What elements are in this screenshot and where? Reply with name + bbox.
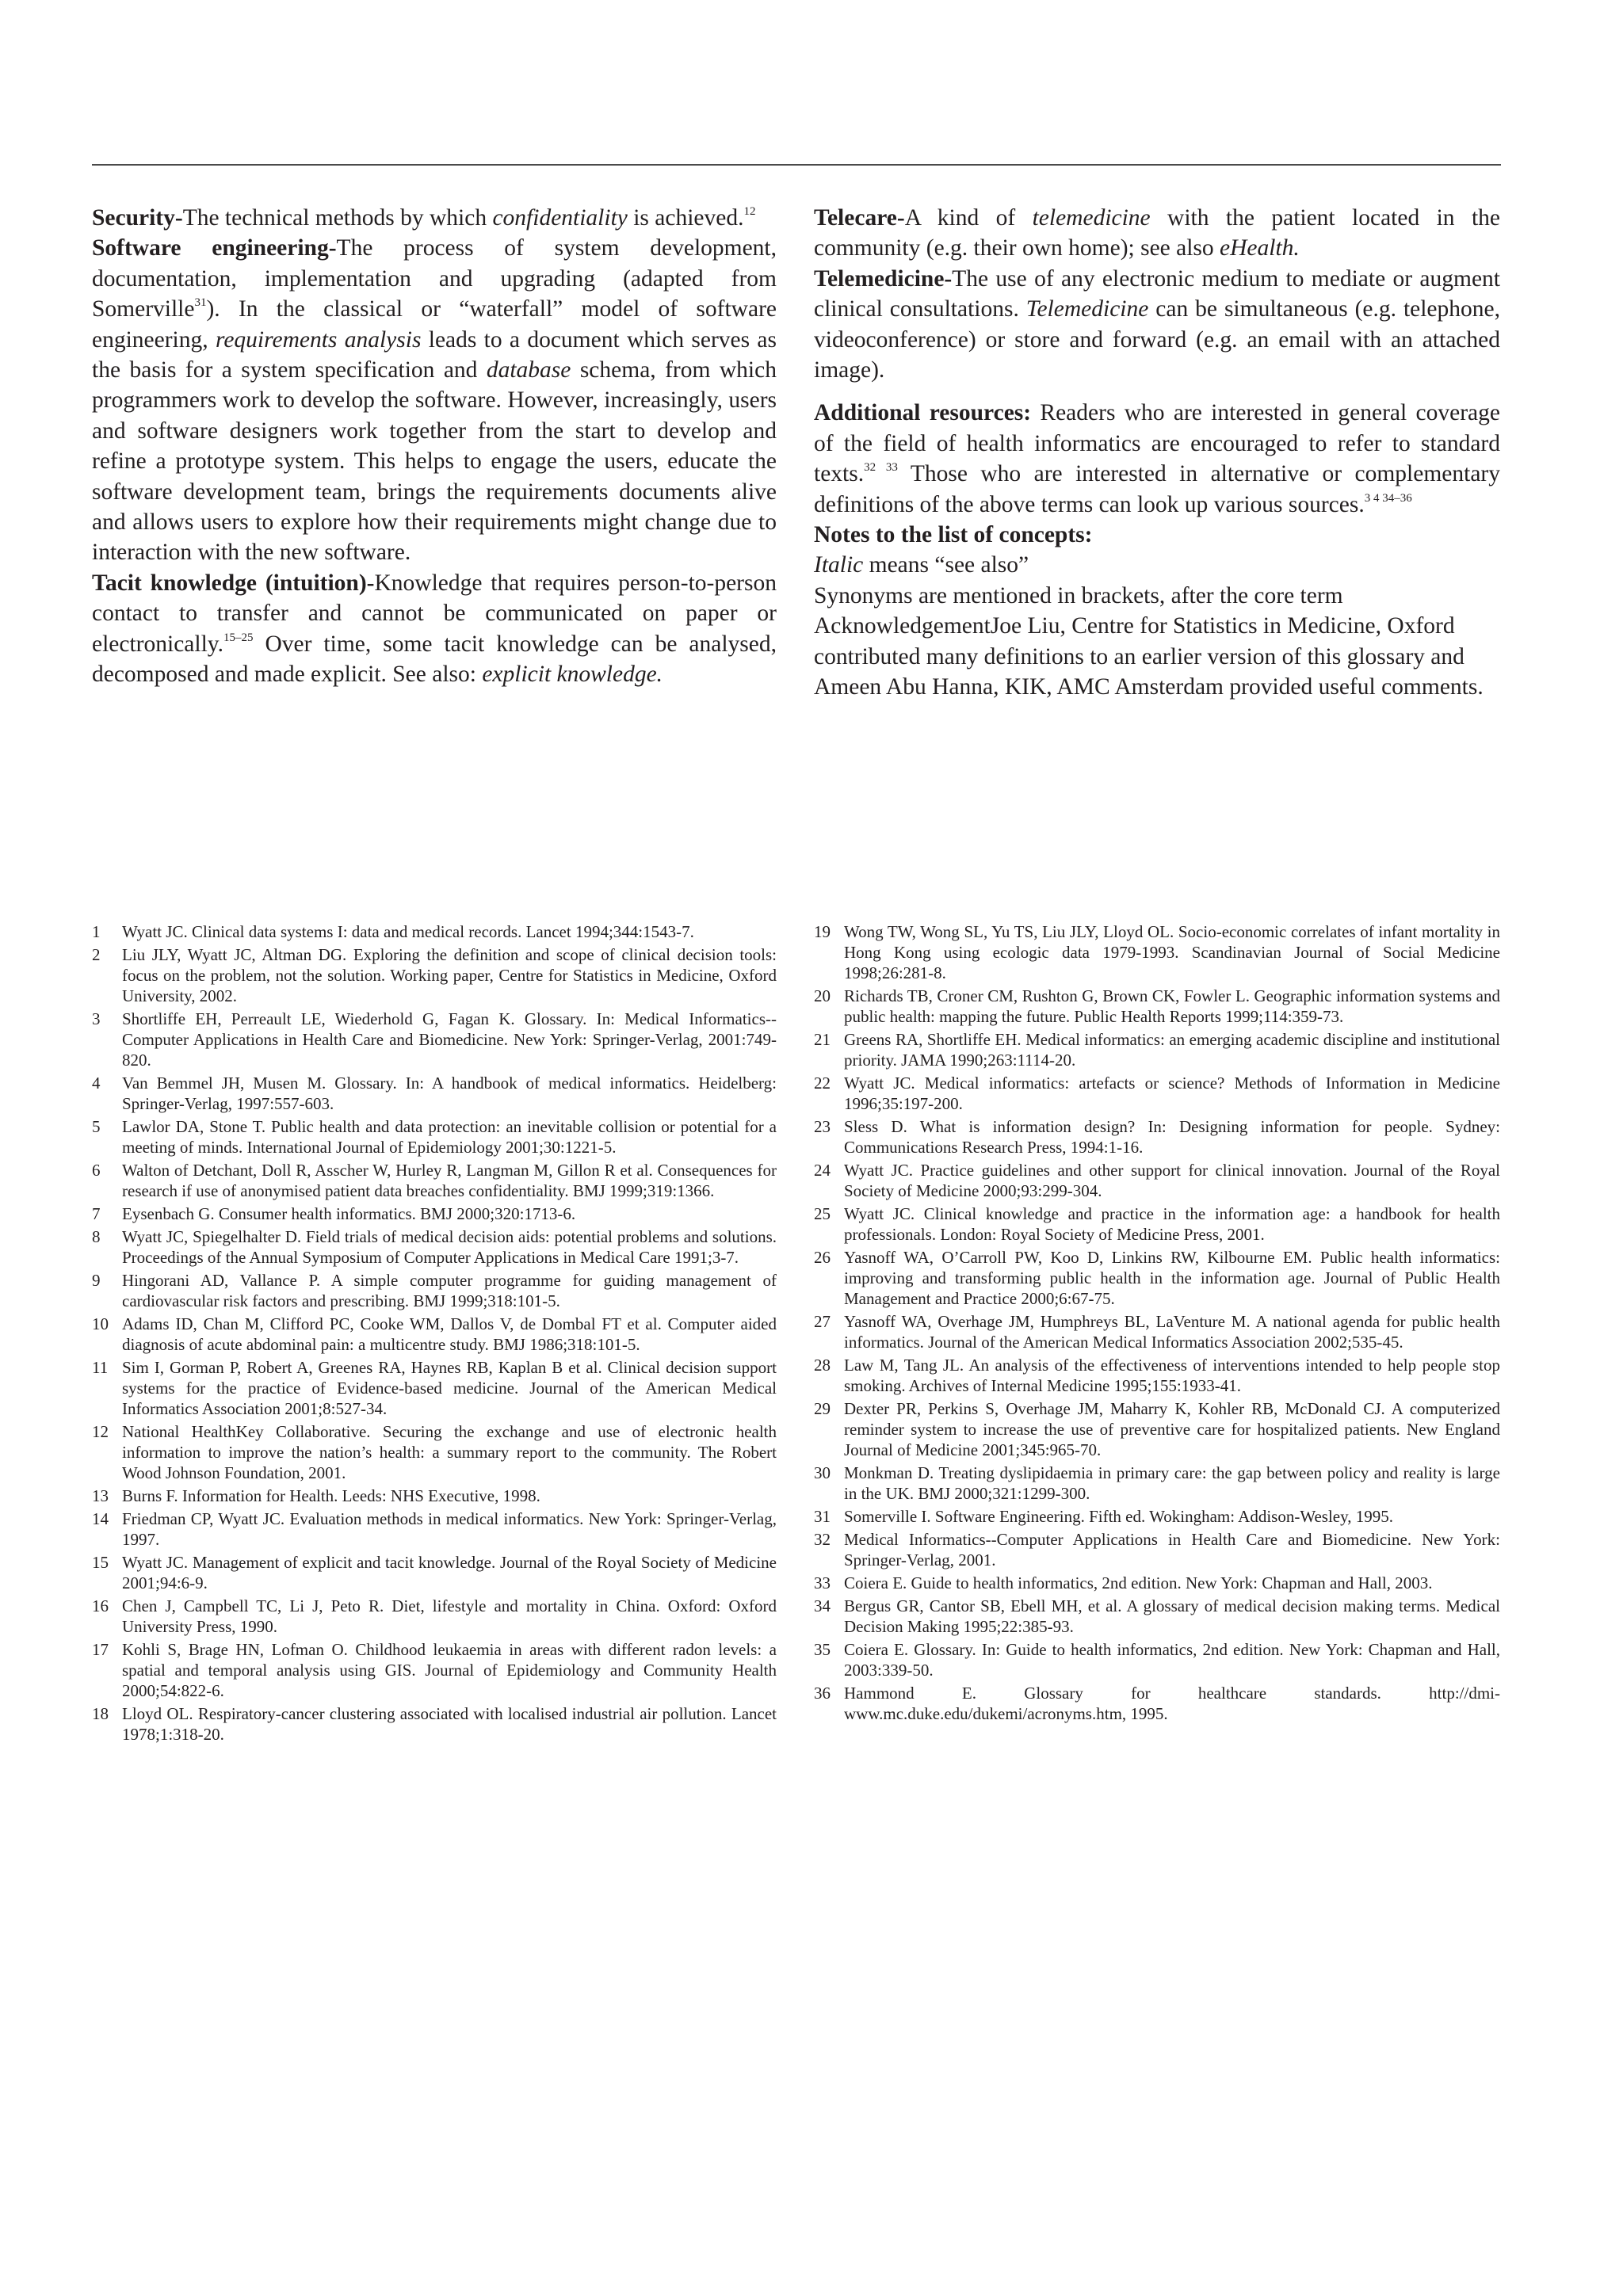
entry-text: The process of system development, documentation, implementation and upgrading (adapted from Somerville [92, 235, 777, 322]
reference-item [814, 1160, 1500, 1201]
reference-number: 10 [92, 1314, 109, 1333]
reference-text: Eysenbach G. Consumer health informatics. BMJ 2000;320:1713-6. [122, 1204, 576, 1223]
reference-item [92, 1203, 777, 1224]
reference-number: 21 [814, 1030, 831, 1049]
reference-number: 19 [814, 922, 831, 941]
reference-text: Burns F. Information for Health. Leeds: NHS Executive, 1998. [122, 1486, 540, 1505]
term-software-engineering: Software engineering- [92, 235, 337, 261]
entry-text: leads to a document which serves as the basis for a system specification and [92, 326, 777, 383]
reference-number: 35 [814, 1640, 831, 1659]
reference-number: 20 [814, 986, 831, 1005]
reference-item [92, 1486, 777, 1506]
reference-item [814, 1311, 1500, 1352]
entry-software-engineering [92, 233, 777, 567]
reference-text: Hammond E. Glossary for healthcare standards. http://dmi-www.mc.duke.edu/dukemi/acronyms.htm, 1995. [844, 1684, 1500, 1723]
entry-text: Readers who are interested in general coverage of the field of health informatics are encouraged to refer to standard texts. [814, 400, 1500, 487]
reference-item [814, 1639, 1500, 1680]
reference-number: 14 [92, 1509, 109, 1528]
notes-line-synonyms: Synonyms are mentioned in brackets, after the core term [814, 582, 1343, 608]
glossary-left-column [92, 203, 777, 690]
reference-text: Wyatt JC, Spiegelhalter D. Field trials of medical decision aids: potential problems and solutions. Proceedings of the Annual Symposium of Computer Applications in Medical Care 1991;3-7. [122, 1227, 777, 1267]
notes-italic-word: Italic [814, 552, 864, 578]
reference-number: 22 [814, 1074, 831, 1093]
additional-resources [814, 398, 1500, 520]
reference-number: 15 [92, 1553, 109, 1572]
reference-number: 25 [814, 1204, 831, 1223]
reference-number: 31 [814, 1507, 831, 1526]
references-left-column [92, 921, 777, 1747]
spacer [814, 385, 1500, 398]
entry-text: with the patient located in the community (e.g. their own home); see also [814, 205, 1500, 261]
reference-number: 7 [92, 1204, 101, 1223]
reference-text: Wyatt JC. Clinical data systems I: data and medical records. Lancet 1994;344:1543-7. [122, 922, 694, 941]
entry-text: The use of any electronic medium to mediate or augment clinical consultations. [814, 265, 1500, 322]
reference-item [92, 1357, 777, 1419]
reference-text: Dexter PR, Perkins S, Overhage JM, Maharry K, Kohler RB, McDonald CJ. A computerized reminder system to increase the use of preventive care for hospitalized patients. New England Journal of Medicine 2001;345:965-70. [844, 1399, 1500, 1459]
reference-item [92, 1421, 777, 1483]
see-also-link: confidentiality [492, 205, 628, 231]
reference-item [814, 921, 1500, 983]
term-telecare: Telecare- [814, 205, 905, 231]
reference-item [92, 1639, 777, 1701]
reference-text: Medical Informatics--Computer Applications in Health Care and Biomedicine. New York: Springer-Verlag, 2001. [844, 1530, 1500, 1569]
entry-text: A kind of [904, 205, 1033, 231]
reference-text: Wyatt JC. Medical informatics: artefacts or science? Methods of Information in Medicine 1996;35:197-200. [844, 1074, 1500, 1113]
citation-sup: 3 4 34–36 [1364, 491, 1412, 505]
see-also-link: eHealth. [1220, 235, 1300, 261]
reference-text: Wyatt JC. Management of explicit and tacit knowledge. Journal of the Royal Society of Medicine 2001;94:6-9. [122, 1553, 777, 1592]
reference-item [814, 1355, 1500, 1396]
reference-text: Coiera E. Guide to health informatics, 2nd edition. New York: Chapman and Hall, 2003. [844, 1573, 1433, 1592]
reference-text: Somerville I. Software Engineering. Fifth ed. Wokingham: Addison-Wesley, 1995. [844, 1507, 1394, 1526]
reference-item [92, 1226, 777, 1268]
references-right-column [814, 921, 1500, 1726]
reference-number: 11 [92, 1358, 109, 1377]
reference-item [92, 944, 777, 1006]
reference-number: 5 [92, 1117, 101, 1136]
citation-sup: 12 [743, 205, 756, 219]
reference-text: Monkman D. Treating dyslipidaemia in primary care: the gap between policy and reality is large in the UK. BMJ 2000;321:1299-300. [844, 1463, 1500, 1503]
reference-item [92, 1160, 777, 1201]
reference-item [92, 1552, 777, 1593]
reference-item [92, 1314, 777, 1355]
reference-item [814, 1116, 1500, 1158]
reference-item [92, 1508, 777, 1550]
reference-text: National HealthKey Collaborative. Securing the exchange and use of electronic health information to improve the nation’s health: a summary report to the community. The Robert Wood Johnson Foundation, 2001. [122, 1422, 777, 1482]
reference-text: Hingorani AD, Vallance P. A simple computer programme for guiding management of cardiovascular risk factors and prescribing. BMJ 1999;318:101-5. [122, 1271, 777, 1310]
citation-sup: 15–25 [223, 631, 254, 644]
reference-text: Wyatt JC. Practice guidelines and other support for clinical innovation. Journal of the Royal Society of Medicine 2000;93:299-304. [844, 1161, 1500, 1200]
entry-text: Those who are interested in alternative or complementary definitions of the above terms can look up various sources. [814, 461, 1500, 517]
reference-number: 34 [814, 1596, 831, 1615]
entry-text: Over time, some tacit knowledge can be analysed, decomposed and made explicit. See also: [92, 631, 777, 688]
reference-number: 13 [92, 1486, 109, 1505]
reference-number: 36 [814, 1684, 831, 1703]
reference-item [92, 1073, 777, 1114]
reference-item [814, 1463, 1500, 1504]
reference-text: Lloyd OL. Respiratory-cancer clustering associated with localised industrial air pollution. Lancet 1978;1:318-20. [122, 1704, 777, 1744]
term-tacit-knowledge: Tacit knowledge (intuition)- [92, 570, 375, 596]
reference-item [92, 1596, 777, 1637]
reference-list [814, 921, 1500, 1724]
reference-item [92, 921, 777, 942]
reference-number: 17 [92, 1640, 109, 1659]
see-also-link: explicit knowledge. [482, 662, 663, 688]
reference-text: Wyatt JC. Clinical knowledge and practice in the information age: a handbook for health professionals. London: Royal Society of Medicine Press, 2001. [844, 1204, 1500, 1244]
reference-item [814, 1529, 1500, 1570]
additional-resources-heading: Additional resources: [814, 400, 1032, 426]
reference-number: 3 [92, 1009, 101, 1028]
notes-line-italic [814, 550, 1500, 580]
reference-number: 24 [814, 1161, 831, 1180]
reference-text: Sim I, Gorman P, Robert A, Greenes RA, Haynes RB, Kaplan B et al. Clinical decision support systems for the practice of Evidence-based medicine. Journal of the American Medical Informatics Association 2001;8:527-34. [122, 1358, 777, 1418]
term-security: Security- [92, 205, 183, 231]
reference-number: 8 [92, 1227, 101, 1246]
reference-text: Richards TB, Croner CM, Rushton G, Brown CK, Fowler L. Geographic information systems and public health: mapping the future. Public Health Reports 1999;114:359-73. [844, 986, 1500, 1026]
term-telemedicine: Telemedicine- [814, 265, 953, 292]
reference-number: 1 [92, 922, 101, 941]
see-also-link: database [486, 357, 571, 383]
reference-number: 30 [814, 1463, 831, 1482]
reference-text: Adams ID, Chan M, Clifford PC, Cooke WM, Dallos V, de Dombal FT et al. Computer aided diagnosis of acute abdominal pain: a multicentre study. BMJ 1986;318:101-5. [122, 1314, 777, 1354]
entry-tacit-knowledge [92, 568, 777, 690]
reference-item [814, 1029, 1500, 1070]
reference-number: 6 [92, 1161, 101, 1180]
notes-heading-text: Notes to the list of concepts: [814, 522, 1093, 548]
reference-number: 18 [92, 1704, 109, 1723]
reference-text: Kohli S, Brage HN, Lofman O. Childhood leukaemia in areas with different radon levels: a spatial and temporal analysis using GIS. Journal of Epidemiology and Community Health 2000;54:822-6. [122, 1640, 777, 1700]
reference-text: Chen J, Campbell TC, Li J, Peto R. Diet, lifestyle and mortality in China. Oxford: Oxford University Press, 1990. [122, 1596, 777, 1636]
reference-number: 9 [92, 1271, 101, 1290]
reference-item [814, 1573, 1500, 1593]
reference-number: 27 [814, 1312, 831, 1331]
entry-telecare [814, 203, 1500, 264]
entry-text: schema, from which programmers work to develop the software. However, increasingly, users and software designers work together from the start to develop and refine a prototype system. This helps to engage the users, educate the software development team, brings the requirements documents alive and allows users to explore how their requirements might change due to interaction with the new software. [92, 357, 777, 566]
reference-number: 16 [92, 1596, 109, 1615]
entry-text: Knowledge that requires person-to-person contact to transfer and cannot be communicated on paper or electronically. [92, 570, 777, 657]
reference-item [814, 1683, 1500, 1724]
reference-text: Bergus GR, Cantor SB, Ebell MH, et al. A glossary of medical decision making terms. Medical Decision Making 1995;22:385-93. [844, 1596, 1500, 1636]
reference-item [814, 1506, 1500, 1527]
reference-text: Van Bemmel JH, Musen M. Glossary. In: A handbook of medical informatics. Heidelberg: Springer-Verlag, 1997:557-603. [122, 1074, 777, 1113]
reference-item [92, 1703, 777, 1745]
reference-text: Yasnoff WA, O’Carroll PW, Koo D, Linkins RW, Kilbourne EM. Public health informatics: improving and transforming public health in the information age. Journal of Public Health Management and Practice 2000;6:67-75. [844, 1248, 1500, 1308]
reference-number: 32 [814, 1530, 831, 1549]
reference-text: Yasnoff WA, Overhage JM, Humphreys BL, LaVenture M. A national agenda for public health informatics. Journal of the American Medical Informatics Association 2002;535-45. [844, 1312, 1500, 1352]
see-also-link: requirements analysis [215, 326, 422, 353]
entry-text: ). In the classical or “waterfall” model of software engineering, [92, 296, 777, 353]
reference-item [814, 1203, 1500, 1245]
top-rule [92, 164, 1501, 166]
reference-item [814, 986, 1500, 1027]
notes-heading [814, 520, 1500, 550]
glossary-right-column [814, 203, 1500, 703]
reference-item [814, 1398, 1500, 1460]
reference-text: Lawlor DA, Stone T. Public health and data protection: an inevitable collision or potential for a meeting of minds. International Journal of Epidemiology 2001;30:1221-5. [122, 1117, 777, 1157]
citation-sup: 31 [194, 296, 207, 310]
notes-text: means “see also” [863, 552, 1029, 578]
reference-number: 4 [92, 1074, 101, 1093]
acknowledgement: AcknowledgementJoe Liu, Centre for Statistics in Medicine, Oxford contributed many definitions to an earlier version of this glossary and Ameen Abu Hanna, KIK, AMC Amsterdam provided useful comments. [814, 613, 1484, 700]
citation-sup: 32 33 [864, 461, 898, 475]
reference-text: Wong TW, Wong SL, Yu TS, Liu JLY, Lloyd OL. Socio-economic correlates of infant mortality in Hong Kong using ecologic data 1979-1993. Scandinavian Journal of Social Medicine 1998;26:281-8. [844, 922, 1500, 982]
reference-number: 2 [92, 945, 101, 964]
reference-number: 12 [92, 1422, 109, 1441]
reference-number: 23 [814, 1117, 831, 1136]
reference-text: Greens RA, Shortliffe EH. Medical informatics: an emerging academic discipline and institutional priority. JAMA 1990;263:1114-20. [844, 1030, 1500, 1070]
entry-text: is achieved. [627, 205, 744, 231]
reference-text: Sless D. What is information design? In: Designing information for people. Sydney: Communications Research Press, 1994:1-16. [844, 1117, 1500, 1157]
reference-number: 29 [814, 1399, 831, 1418]
reference-number: 33 [814, 1573, 831, 1592]
reference-text: Liu JLY, Wyatt JC, Altman DG. Exploring the definition and scope of clinical decision tools: focus on the problem, not the solution. Working paper, Centre for Statistics in Medicine, Oxford University, 2002. [122, 945, 777, 1005]
see-also-link: telemedicine [1032, 205, 1151, 231]
entry-telemedicine [814, 264, 1500, 386]
reference-item [814, 1073, 1500, 1114]
entry-text: The technical methods by which [182, 205, 493, 231]
reference-text: Shortliffe EH, Perreault LE, Wiederhold G, Fagan K. Glossary. In: Medical Informatics--Computer Applications in Health Care and Biomedicine. New York: Springer-Verlag, 2001:749-820. [122, 1009, 777, 1070]
reference-item [92, 1270, 777, 1311]
reference-item [92, 1116, 777, 1158]
reference-item [814, 1596, 1500, 1637]
reference-number: 28 [814, 1356, 831, 1375]
reference-number: 26 [814, 1248, 831, 1267]
see-also-link: Telemedicine [1025, 296, 1149, 322]
reference-text: Friedman CP, Wyatt JC. Evaluation methods in medical informatics. New York: Springer-Verlag, 1997. [122, 1509, 777, 1549]
reference-text: Law M, Tang JL. An analysis of the effectiveness of interventions intended to help people stop smoking. Archives of Internal Medicine 1995;155:1933-41. [844, 1356, 1500, 1395]
entry-security [92, 203, 777, 233]
entry-text: can be simultaneous (e.g. telephone, videoconference) or store and forward (e.g. an email with an attached image). [814, 296, 1500, 383]
reference-text: Coiera E. Glossary. In: Guide to health informatics, 2nd edition. New York: Chapman and Hall, 2003:339-50. [844, 1640, 1500, 1680]
reference-item [814, 1247, 1500, 1309]
reference-item [92, 1009, 777, 1070]
reference-text: Walton of Detchant, Doll R, Asscher W, Hurley R, Langman M, Gillon R et al. Consequences for research if use of anonymised patient data breaches confidentiality. BMJ 1999;319:1366. [122, 1161, 777, 1200]
reference-list [92, 921, 777, 1745]
